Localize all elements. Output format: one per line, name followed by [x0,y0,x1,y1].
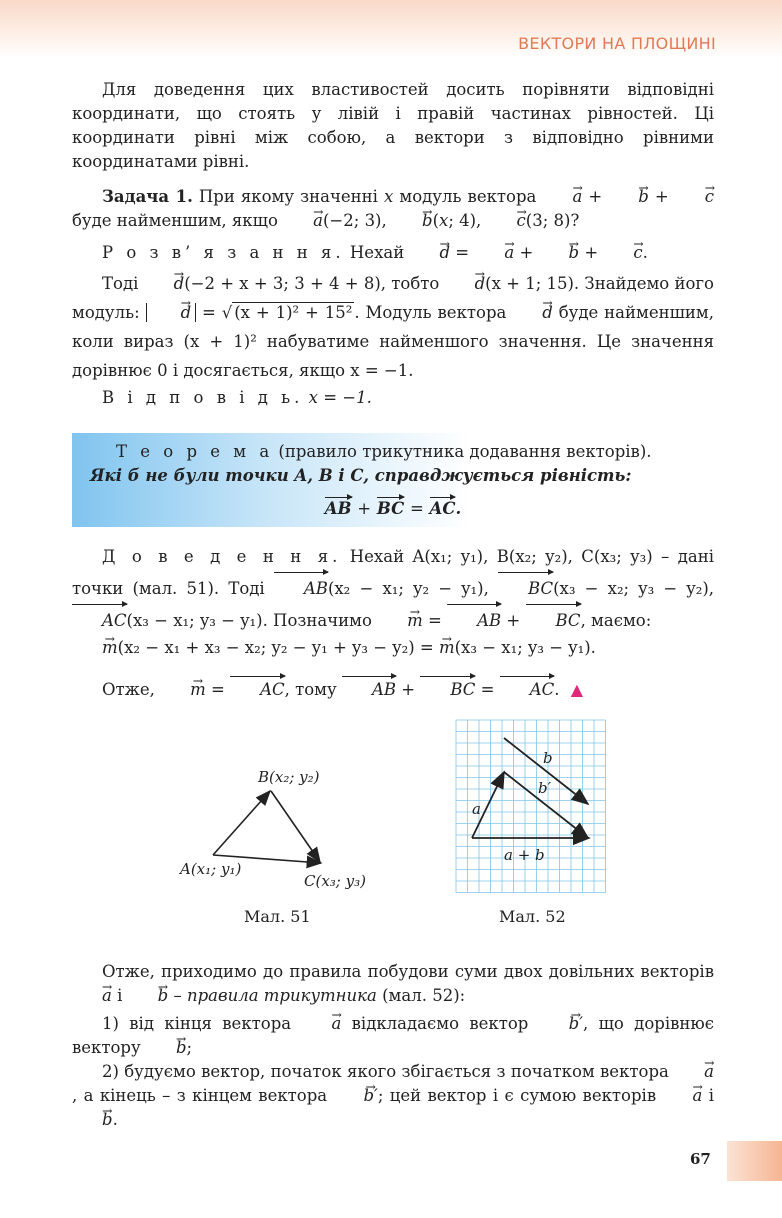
vector-bc [271,791,320,862]
figure-52-caption: Мал. 52 [499,907,566,926]
answer-line [72,386,714,410]
label-point-a: A(x₁; y₁) [180,860,242,878]
label-b: b [543,749,553,767]
page-number-band [727,1141,782,1181]
theorem-formula: AB + BC = AC. [324,499,462,518]
figure-51-triangle [170,760,400,900]
proof-conclusion: Отже, → m = AC, тому AB + BC = AC. ▲ [72,676,714,702]
rule-step-2: 2) будуємо вектор, початок якого збігається з початком вектора → a, а кінець – з кінцем вектора → b′; цей вектор і є сумою векторів → a і → b. [72,1060,714,1132]
task-label: Задача 1. [102,187,193,206]
rule-name: правила трикутника [186,986,377,1005]
figure-51-caption: Мал. 51 [244,907,311,926]
sqrt-expression: (x + 1)² + 15² [234,303,353,322]
rule-step-1: 1) від кінця вектора → a відкладаємо вектор → b′, що дорівнює вектору → b; [72,1012,714,1060]
proof-label: Д о в е д е н н я. [102,547,342,566]
figure-52-grid [452,718,612,893]
running-header: ВЕКТОРИ НА ПЛОЩИНІ [518,34,716,53]
page-number: 67 [690,1150,711,1168]
answer-label: В і д п о в і д ь. [102,388,304,407]
solution-line-1: Р о з в’ я з а н н я. Нехай → d = → a + → b + → c. [72,241,714,265]
proof-formula: → m(x₂ − x₁ + x₃ − x₂; y₂ − y₁ + y₃ − y₂) = → m(x₃ − x₁; y₃ − y₁). [72,636,714,660]
solution-paragraph: Тоді → d(−2 + x + 3; 3 + 4 + 8), тобто → d(x + 1; 15). Знайдемо його модуль: → d = √ (x + 1)² + 15² . Модуль вектора → d буде найменшим, коли вираз (x + 1)² набуватиме найменшого значення. Це значення дорівнює 0 і досягається, якщо x = −1. [72,269,714,385]
label-b-prime: b′ [538,779,552,797]
abs-d: → d [146,303,197,322]
label-point-b: B(x₂; y₂) [258,768,320,786]
end-of-proof-icon: ▲ [570,680,584,699]
answer-value: x = −1. [308,388,372,407]
label-a-plus-b: a + b [504,846,545,864]
proof-paragraph: Д о в е д е н н я. Нехай A(x₁; y₁), B(x₂; y₂), C(x₃; y₃) – дані точки (мал. 51). Тоді AB(x₂ − x₁; y₂ − y₁), BC(x₃ − x₂; y₃ − y₂), AC(x₃ − x₁; y₃ − y₁). Позначимо → m = AB + BC, маємо: [72,542,714,636]
theorem-statement: Які б не були точки A, B і C, справджується рівність: [90,466,632,485]
theorem-name: (правило трикутника додавання векторів). [278,442,652,461]
task-paragraph: Задача 1. При якому значенні x модуль вектора → a + → b + → c буде найменшим, якщо → a(−2; 3), → b(x; 4), → c(3; 8)? [72,185,714,233]
intro-paragraph: Для доведення цих властивостей досить порівняти відповідні координати, що стоять у лівій і правій частинах рівностей. Ці координати рівні між собою, а вектори з відповідно рівними координатами рівні. [72,80,714,171]
solution-label: Р о з в’ я з а н н я. [102,243,345,262]
label-a: a [472,800,481,818]
rule-intro: Отже, приходимо до правила побудови суми двох довільних векторів → a і → b – правила трикутника (мал. 52): [72,960,714,1008]
theorem-label: Т е о р е м а [116,442,274,461]
theorem-title [90,440,714,464]
vector-ab [213,791,270,855]
label-point-c: C(x₃; y₃) [304,872,366,890]
